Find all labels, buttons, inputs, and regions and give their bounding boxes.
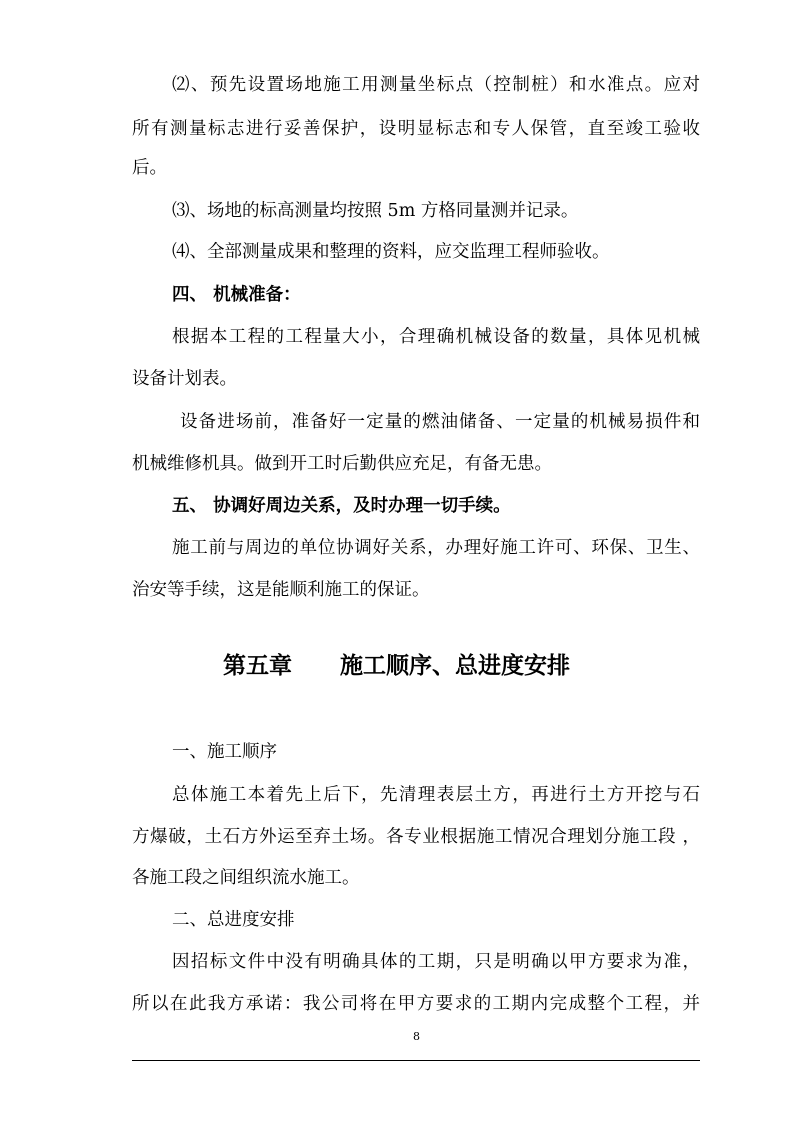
paragraph-line: 各施工段之间组织流水施工。	[132, 868, 360, 888]
footer-divider	[132, 1060, 700, 1061]
paragraph-line: 机械维修机具。做到开工时后勤供应充足，有备无患。	[132, 454, 552, 474]
section-heading-machinery: 四、 机械准备：	[172, 285, 301, 305]
paragraph-line: 因招标文件中没有明确具体的工期，只是明确以甲方要求为准，	[172, 952, 700, 972]
paragraph-line: ⑷、全部测量成果和整理的资料，应交监理工程师验收。	[172, 242, 610, 262]
paragraph-line: 所有测量标志进行妥善保护，设明显标志和专人保管，直至竣工验收	[132, 119, 700, 139]
paragraph-line: ⑶、场地的标高测量均按照 5m 方格同量测并记录。	[172, 201, 579, 221]
paragraph-line: 设备进场前，准备好一定量的燃油储备、一定量的机械易损件和	[180, 412, 700, 432]
page-number: 8	[413, 1030, 420, 1043]
paragraph-line: 总体施工本着先上后下，先清理表层土方，再进行土方开挖与石	[172, 785, 700, 805]
paragraph-line: 后。	[132, 158, 167, 178]
section-heading-coordination: 五、 协调好周边关系，及时办理一切手续。	[172, 496, 511, 516]
paragraph-line: 治安等手续，这是能顺利施工的保证。	[132, 580, 430, 600]
paragraph-line: 所以在此我方承诺：我公司将在甲方要求的工期内完成整个工程，并	[132, 994, 700, 1014]
subsection-heading-sequence: 一、施工顺序	[172, 742, 277, 762]
subsection-heading-schedule: 二、总进度安排	[172, 910, 295, 930]
paragraph-line: 方爆破，土石方外运至弃土场。各专业根据施工情况合理划分施工段 ，	[132, 827, 700, 847]
paragraph-line: 根据本工程的工程量大小，合理确机械设备的数量，具体见机械	[172, 327, 700, 347]
paragraph-line: 施工前与周边的单位协调好关系，办理好施工许可、环保、卫生、	[172, 538, 700, 558]
paragraph-line: ⑵、预先设置场地施工用测量坐标点（控制桩）和水准点。应对	[172, 75, 700, 95]
paragraph-line: 设备计划表。	[132, 369, 237, 389]
chapter-title: 第五章 施工顺序、总进度安排	[222, 652, 571, 679]
